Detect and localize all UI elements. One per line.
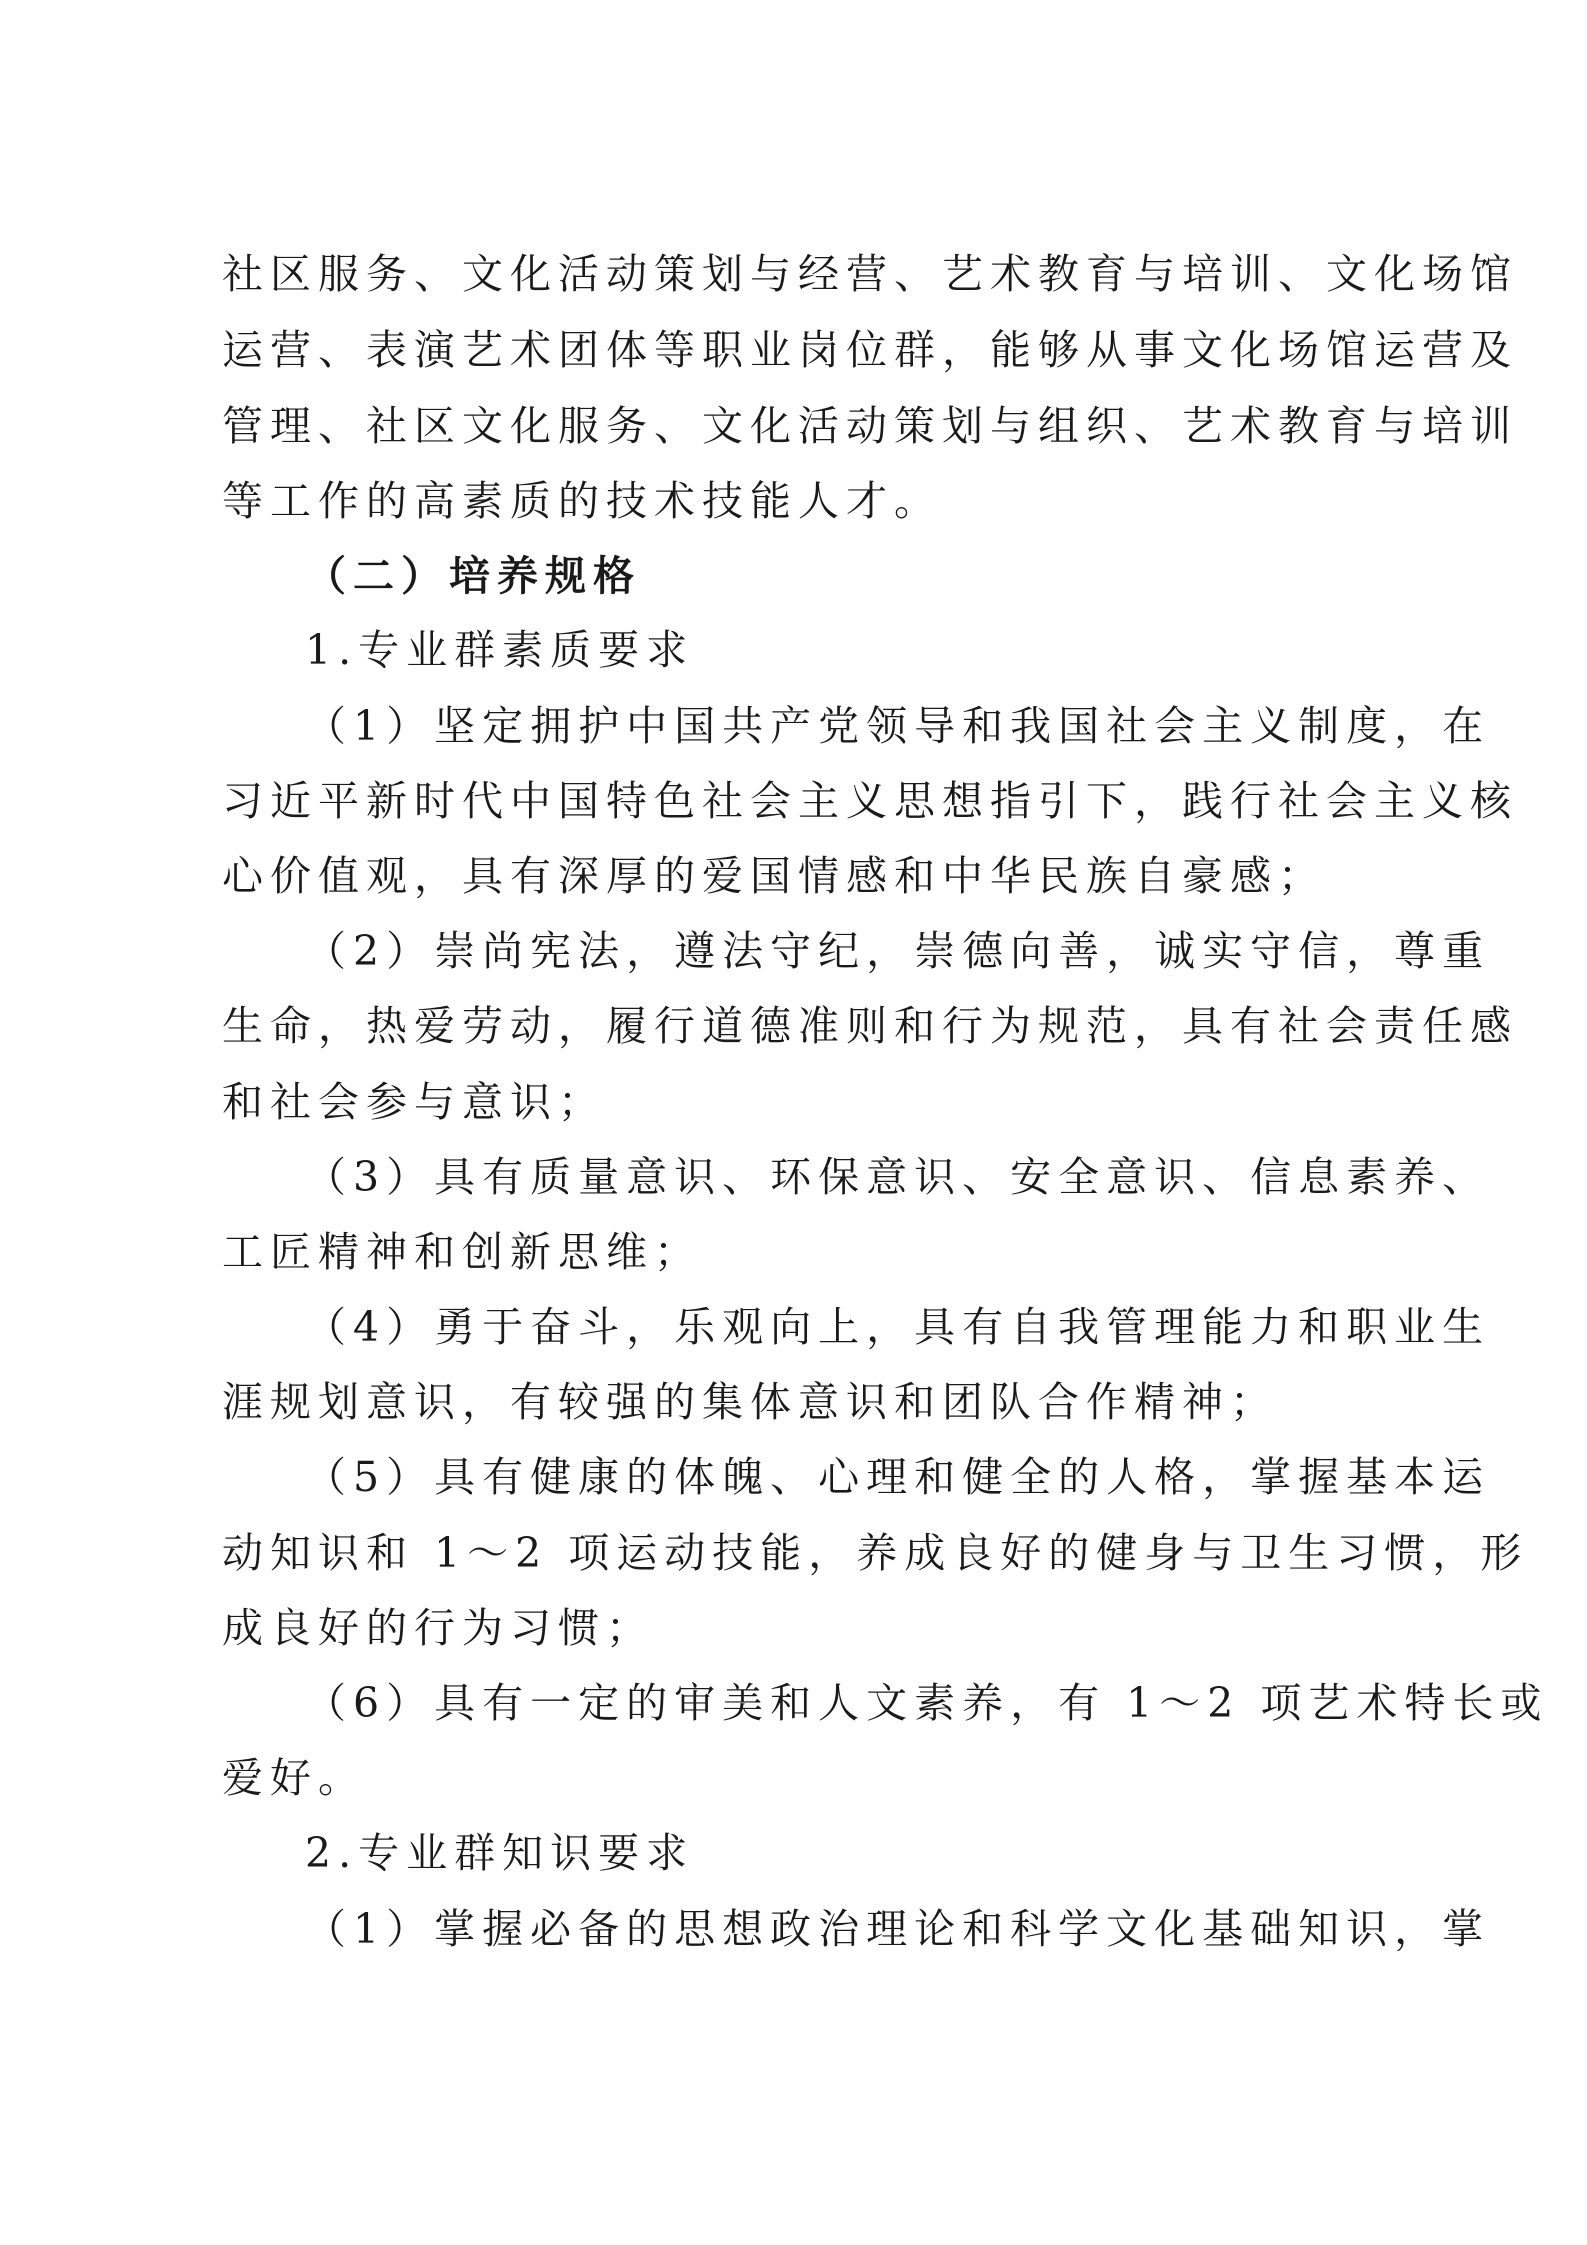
paragraph-line: 心价值观，具有深厚的爱国情感和中华民族自豪感； [222,852,1326,900]
paragraph-line: 成良好的行为习惯； [222,1604,654,1652]
paragraph-line: 生命，热爱劳动，履行道德准则和行为规范，具有社会责任感 [222,1002,1518,1050]
list-item-line: （2）崇尚宪法，遵法守纪，崇德向善，诚实守信，尊重 [305,927,1491,975]
list-item-line: （6）具有一定的审美和人文素养，有 1～2 项艺术特长或 [305,1679,1549,1727]
paragraph-line: 等工作的高素质的技术技能人才。 [222,477,942,525]
paragraph-line: 社区服务、文化活动策划与经营、艺术教育与培训、文化场馆 [222,250,1518,298]
section-heading: （二）培养规格 [305,552,641,600]
list-item-line: （3）具有质量意识、环保意识、安全意识、信息素养、 [305,1153,1491,1201]
paragraph-line: 涯规划意识，有较强的集体意识和团队合作精神； [222,1378,1278,1426]
paragraph-line: 和社会参与意识； [222,1078,606,1126]
list-item-line: （1）掌握必备的思想政治理论和科学文化基础知识，掌 [305,1905,1491,1953]
paragraph-line: 爱好。 [222,1754,366,1802]
paragraph-line: 动知识和 1～2 项运动技能，养成良好的健身与卫生习惯，形 [222,1529,1529,1577]
list-item-line: （5）具有健康的体魄、心理和健全的人格，掌握基本运 [305,1453,1491,1501]
paragraph-line: 运营、表演艺术团体等职业岗位群，能够从事文化场馆运营及 [222,326,1518,374]
paragraph-line: 管理、社区文化服务、文化活动策划与组织、艺术教育与培训 [222,402,1518,450]
subsection-heading: 1.专业群素质要求 [305,626,695,674]
paragraph-line: 习近平新时代中国特色社会主义思想指引下，践行社会主义核 [222,777,1518,825]
subsection-heading: 2.专业群知识要求 [305,1829,695,1877]
list-item-line: （4）勇于奋斗，乐观向上，具有自我管理能力和职业生 [305,1303,1491,1351]
list-item-line: （1）坚定拥护中国共产党领导和我国社会主义制度，在 [305,702,1491,750]
paragraph-line: 工匠精神和创新思维； [222,1228,702,1276]
